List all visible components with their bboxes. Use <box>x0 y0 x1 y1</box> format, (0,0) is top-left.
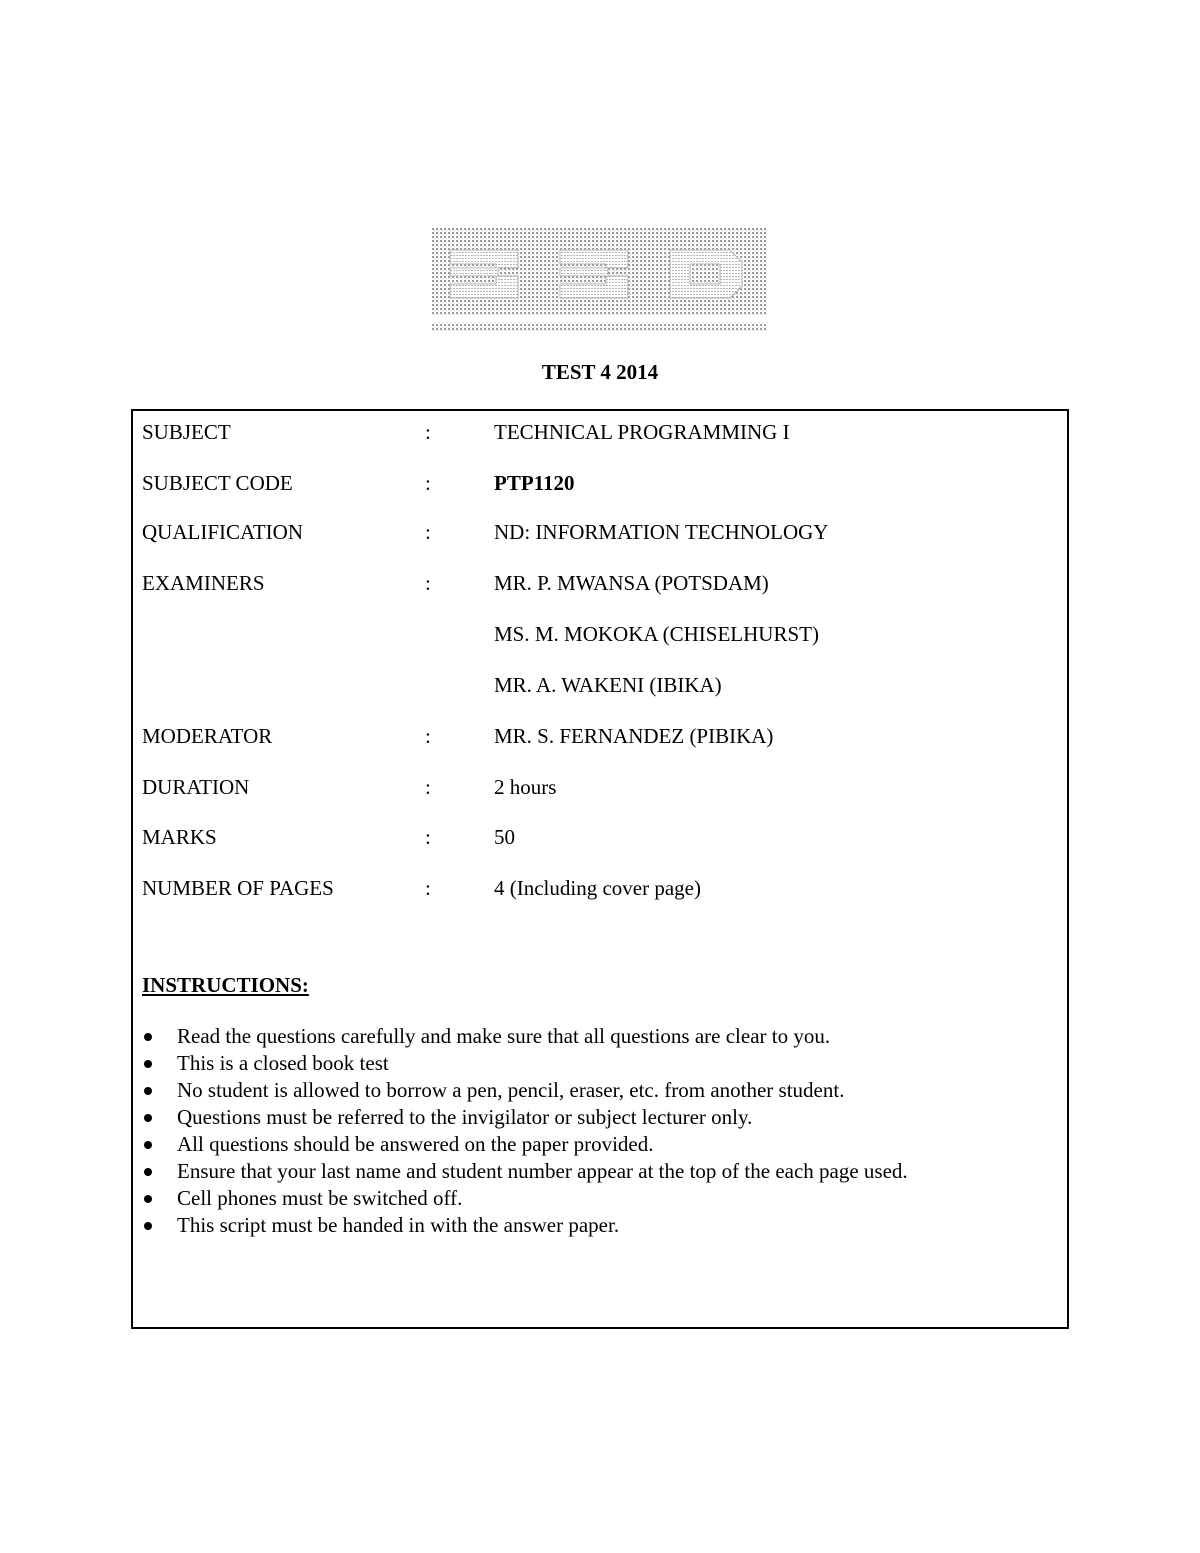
detail-label: MODERATOR <box>142 724 273 748</box>
instruction-text: This is a closed book test <box>177 1051 389 1075</box>
test-details-box <box>131 409 1069 1329</box>
detail-colon: : <box>425 571 431 595</box>
instruction-text: All questions should be answered on the paper provided. <box>177 1132 654 1156</box>
bullet-icon <box>144 1168 152 1176</box>
detail-label: QUALIFICATION <box>142 520 303 544</box>
detail-value: PTP1120 <box>494 471 575 495</box>
detail-value: 2 hours <box>494 775 557 799</box>
instruction-text: Ensure that your last name and student number appear at the top of the each page used. <box>177 1159 908 1183</box>
detail-value: MR. A. WAKENI (IBIKA) <box>494 673 722 697</box>
detail-row-number-of-pages <box>133 873 1067 903</box>
detail-row-subject <box>133 417 1067 447</box>
detail-value: MS. M. MOKOKA (CHISELHURST) <box>494 622 819 646</box>
instruction-item <box>142 1104 908 1131</box>
detail-label: MARKS <box>142 825 217 849</box>
detail-label: EXAMINERS <box>142 571 265 595</box>
instruction-text: Read the questions carefully and make sure that all questions are clear to you. <box>177 1024 831 1048</box>
bullet-icon <box>144 1141 152 1149</box>
instruction-text: No student is allowed to borrow a pen, pencil, eraser, etc. from another student. <box>177 1078 845 1102</box>
bullet-icon <box>144 1060 152 1068</box>
detail-row-examiners <box>133 568 1067 598</box>
bullet-icon <box>144 1033 152 1041</box>
detail-row-examiner-3 <box>133 670 1067 700</box>
detail-row-qualification <box>133 517 1067 547</box>
bullet-icon <box>144 1222 152 1230</box>
detail-value: 50 <box>494 825 515 849</box>
detail-colon: : <box>425 471 431 495</box>
detail-label: NUMBER OF PAGES <box>142 876 334 900</box>
detail-label: SUBJECT CODE <box>142 471 293 495</box>
instruction-item <box>142 1158 908 1185</box>
detail-value: MR. S. FERNANDEZ (PIBIKA) <box>494 724 774 748</box>
instruction-item <box>142 1131 908 1158</box>
instruction-item <box>142 1185 908 1212</box>
detail-row-subject-code <box>133 468 1067 498</box>
detail-value: TECHNICAL PROGRAMMING I <box>494 420 790 444</box>
detail-colon: : <box>425 420 431 444</box>
test-title: TEST 4 2014 <box>541 360 659 384</box>
instruction-item <box>142 1050 908 1077</box>
detail-colon: : <box>425 520 431 544</box>
bullet-icon <box>144 1114 152 1122</box>
detail-label: SUBJECT <box>142 420 231 444</box>
bullet-icon <box>144 1195 152 1203</box>
detail-row-marks <box>133 822 1067 852</box>
instruction-item <box>142 1212 908 1239</box>
detail-row-examiner-2 <box>133 619 1067 649</box>
detail-colon: : <box>425 775 431 799</box>
instruction-item <box>142 1077 908 1104</box>
detail-row-duration <box>133 772 1067 802</box>
instruction-item <box>142 1023 908 1050</box>
detail-row-moderator <box>133 721 1067 751</box>
detail-value: 4 (Including cover page) <box>494 876 701 900</box>
institution-logo-icon <box>432 228 768 338</box>
detail-colon: : <box>425 724 431 748</box>
detail-colon: : <box>425 825 431 849</box>
bullet-icon <box>144 1087 152 1095</box>
instruction-text: This script must be handed in with the answer paper. <box>177 1213 620 1237</box>
detail-value: ND: INFORMATION TECHNOLOGY <box>494 520 829 544</box>
detail-label: DURATION <box>142 775 250 799</box>
instruction-text: Cell phones must be switched off. <box>177 1186 463 1210</box>
instruction-text: Questions must be referred to the invigilator or subject lecturer only. <box>177 1105 753 1129</box>
detail-colon: : <box>425 876 431 900</box>
instructions-list <box>142 1023 908 1239</box>
detail-value: MR. P. MWANSA (POTSDAM) <box>494 571 769 595</box>
instructions-heading: INSTRUCTIONS: <box>142 973 309 997</box>
